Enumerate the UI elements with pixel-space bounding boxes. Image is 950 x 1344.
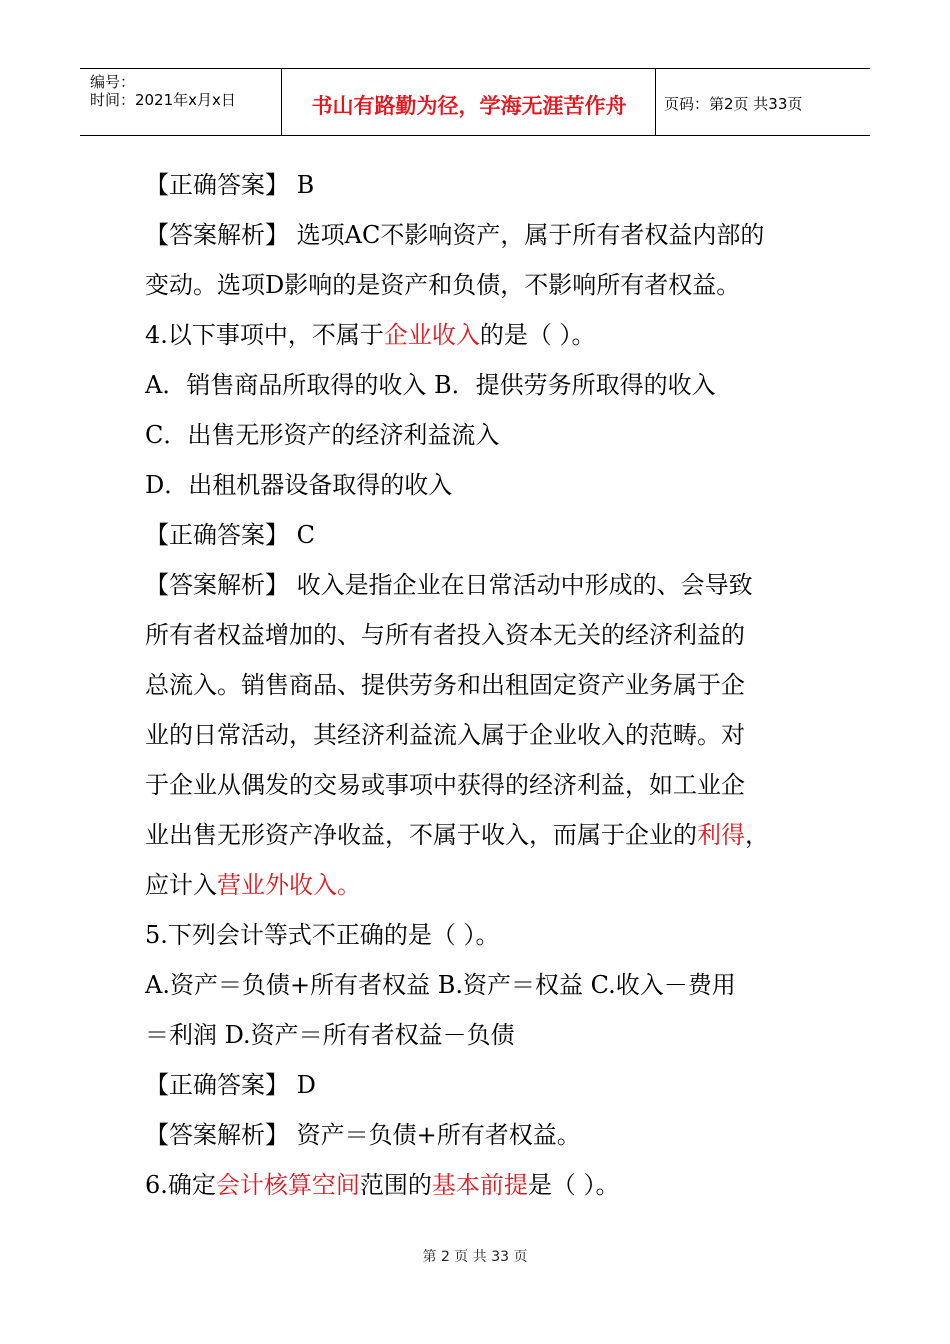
text-line: 业的日常活动，其经济利益流入属于企业收入的范畴。对 xyxy=(145,721,745,749)
text-line: 【答案解析】 收入是指企业在日常活动中形成的、会导致 xyxy=(145,571,753,599)
text-line xyxy=(145,310,825,360)
text-segment: 的是（ ）。 xyxy=(479,321,596,349)
text-line xyxy=(145,860,825,910)
text-line: ＝利润 D.资产＝所有者权益－负债 xyxy=(145,1021,515,1049)
text-line: 【正确答案】 D xyxy=(145,1071,316,1099)
highlighted-term: 营业外收入。 xyxy=(217,871,361,899)
header-motto: 书山有路勤为径，学海无涯苦作舟 xyxy=(311,94,627,118)
text-segment: 应计入 xyxy=(145,871,217,899)
text-line: A.资产＝负债+所有者权益 B.资产＝权益 C.收入－费用 xyxy=(145,971,736,999)
header-page-cell xyxy=(656,69,870,135)
text-line: 【答案解析】 选项AC不影响资产，属于所有者权益内部的 xyxy=(145,221,765,249)
text-line: 5.下列会计等式不正确的是（ ）。 xyxy=(145,921,500,949)
document-number-label: 编号： xyxy=(90,73,136,91)
header-motto-cell xyxy=(282,69,656,135)
text-line xyxy=(145,810,825,860)
page-header xyxy=(80,68,870,136)
text-line: A．销售商品所取得的收入 B．提供劳务所取得的收入 xyxy=(145,371,716,399)
document-body xyxy=(145,160,825,1210)
highlighted-term: 企业收入 xyxy=(383,321,480,349)
text-line: D．出租机器设备取得的收入 xyxy=(145,471,453,499)
document-time-label: 时间：2021年x月x日 xyxy=(90,91,236,109)
header-page-info: 页码：第2页 共33页 xyxy=(664,95,803,113)
highlighted-term: 利得 xyxy=(697,821,745,849)
text-line: 总流入。销售商品、提供劳务和出租固定资产业务属于企 xyxy=(145,671,745,699)
text-segment: ， xyxy=(745,821,769,849)
text-line xyxy=(145,1160,825,1210)
text-line: 所有者权益增加的、与所有者投入资本无关的经济利益的 xyxy=(145,621,745,649)
text-segment: 4.以下事项中，不属于 xyxy=(145,321,384,349)
text-segment: 6.确定 xyxy=(145,1171,216,1199)
text-line: C．出售无形资产的经济利益流入 xyxy=(145,421,500,449)
text-segment: 是（ ）。 xyxy=(527,1171,620,1199)
text-line: 【正确答案】 B xyxy=(145,171,315,199)
text-line: 于企业从偶发的交易或事项中获得的经济利益，如工业企 xyxy=(145,771,745,799)
text-line: 【正确答案】 C xyxy=(145,521,315,549)
highlighted-term: 会计核算空间 xyxy=(215,1171,360,1199)
highlighted-term: 基本前提 xyxy=(431,1171,528,1199)
page-footer: 第 2 页 共 33 页 xyxy=(422,1249,528,1265)
text-segment: 业出售无形资产净收益，不属于收入，而属于企业的 xyxy=(145,821,697,849)
header-meta-cell xyxy=(80,69,282,135)
text-line: 【答案解析】 资产＝负债+所有者权益。 xyxy=(145,1121,581,1149)
text-line: 变动。选项D影响的是资产和负债，不影响所有者权益。 xyxy=(145,271,741,299)
text-segment: 范围的 xyxy=(359,1171,432,1199)
